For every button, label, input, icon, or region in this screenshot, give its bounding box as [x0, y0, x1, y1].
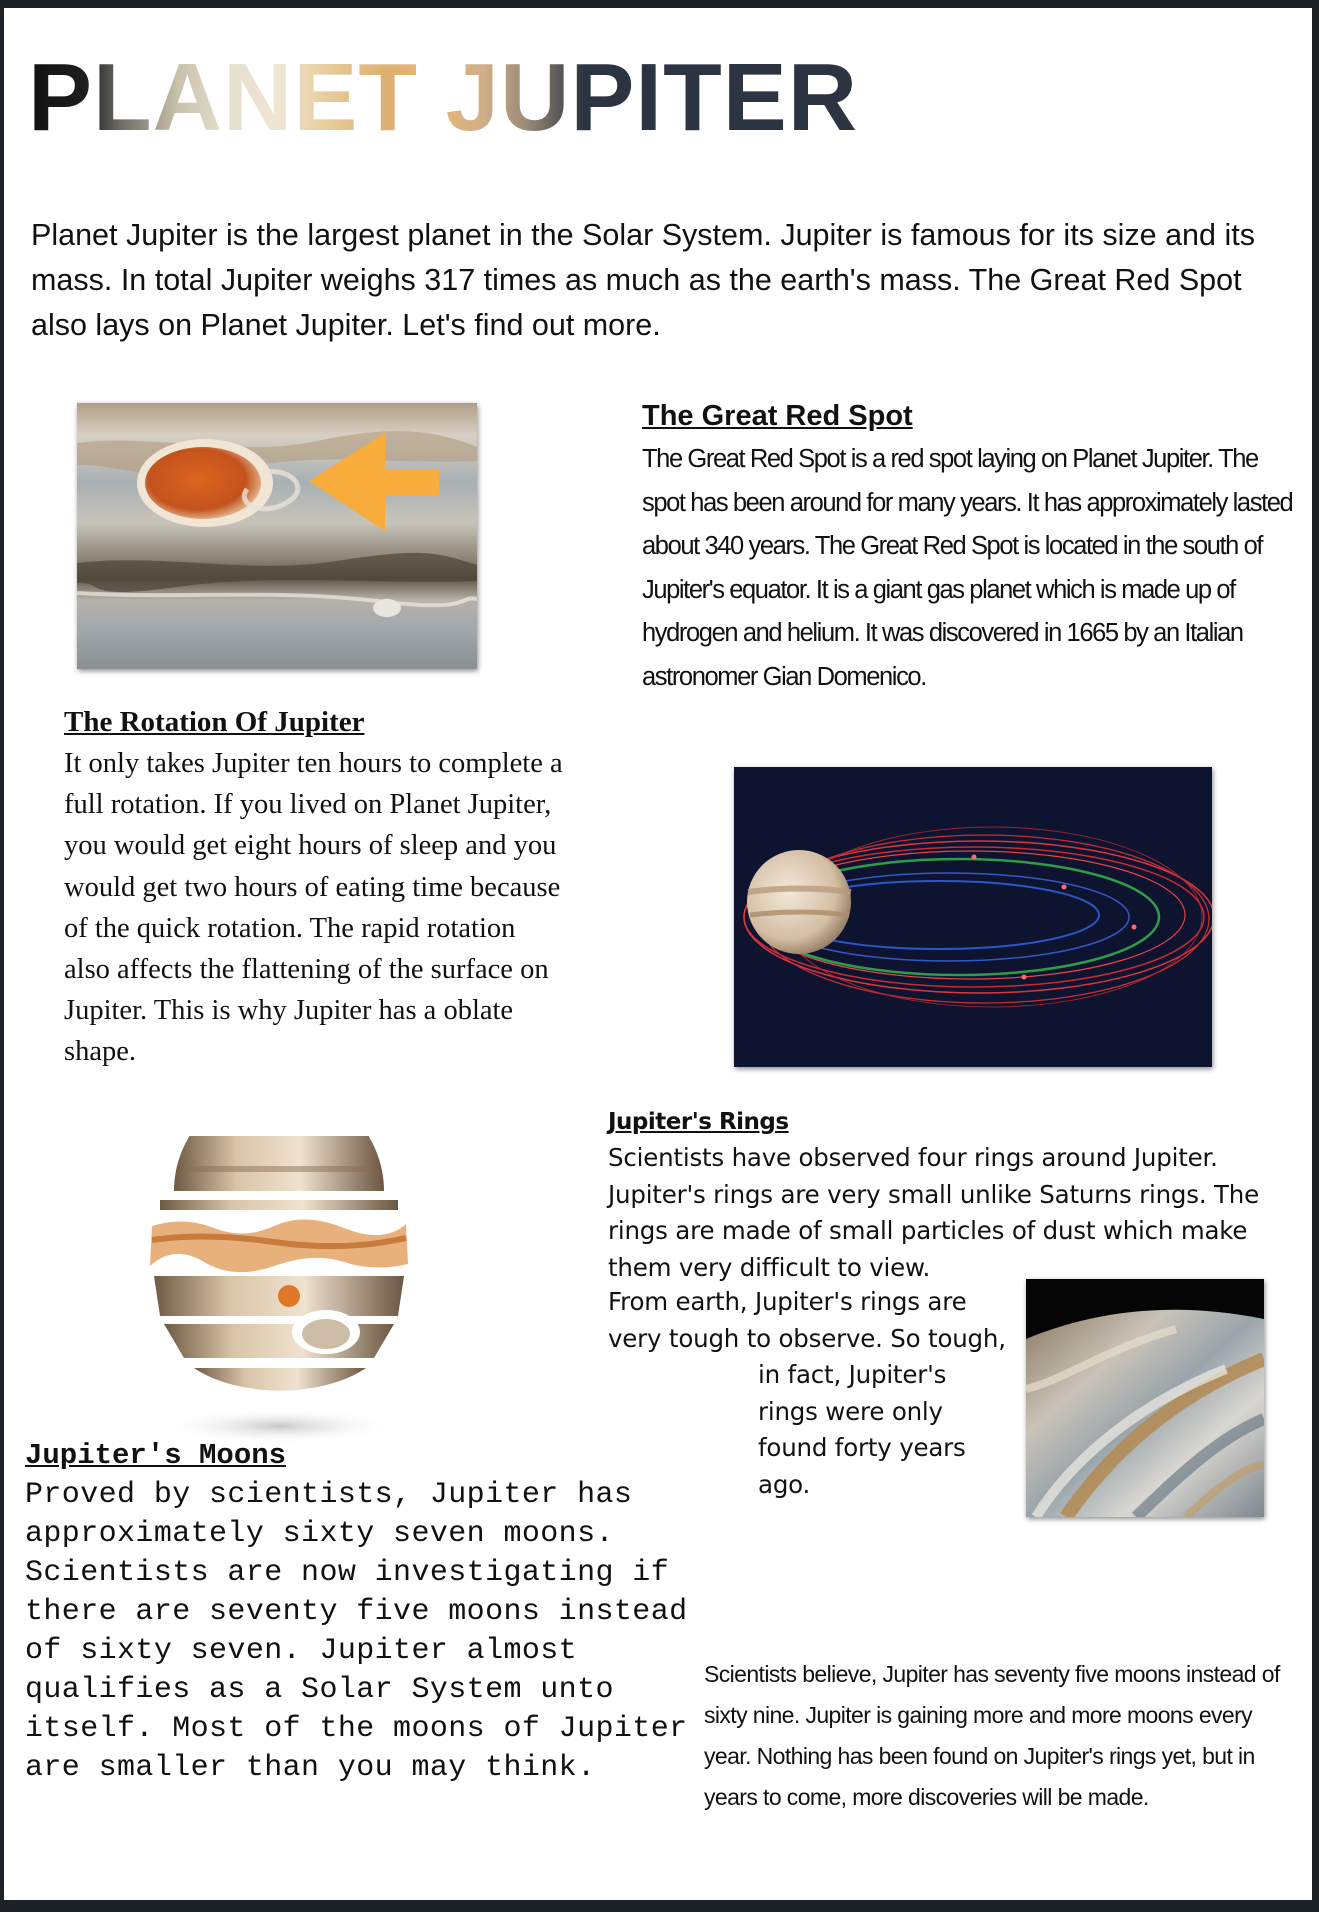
- moons-text: Proved by scientists, Jupiter has approximately sixty seven moons. Scientists are now investigating if there are seventy five moons instead of sixty seven. Jupiter almost qualifies as a Solar System unto itself. Most of the moons of Jupiter are smaller than you may think.: [25, 1478, 688, 1785]
- rotation-heading: The Rotation Of Jupiter: [64, 706, 365, 738]
- page-title: PLANET JUPITER: [28, 44, 859, 151]
- great-red-spot-heading: The Great Red Spot: [642, 400, 913, 432]
- rotation-text: It only takes Jupiter ten hours to complete a full rotation. If you lived on Planet Jupiter, you would get eight hours of sleep and you would get two hours of eating time because of the quick rotation. The rapid rotation also affects the flattening of the surface on Jupiter. This is why Jupiter has a oblate shape.: [64, 748, 563, 1068]
- moons-section: [25, 1436, 725, 1788]
- rotation-section: [64, 701, 564, 1073]
- sliced-jupiter-art: [144, 1136, 414, 1446]
- great-red-spot-text: The Great Red Spot is a red spot laying on Planet Jupiter. The spot has been around for many years. It has approximately lasted about 340 years. The Great Red Spot is located in the south of Jupiter's equator. It is a giant gas planet which is made up of hydrogen and helium. It was discovered in 1665 by an Italian astronomer Gian Domenico.: [642, 445, 1293, 691]
- rings-text: Scientists have observed four rings around Jupiter. Jupiter's rings are very small unlike Saturns rings. The rings are made of small particles of dust which make them very difficult to view.: [608, 1143, 1259, 1282]
- jupiter-moon-orbits-image: [734, 767, 1212, 1067]
- rings-text-continued: From earth, Jupiter's rings are very tough to observe. So tough, in fact, Jupiter's rings were only found forty years ago.: [608, 1287, 1006, 1499]
- moons-heading: Jupiter's Moons: [25, 1439, 287, 1472]
- moon-orbits-art: [734, 767, 1212, 1067]
- rings-section: [608, 1104, 1308, 1286]
- great-red-spot-image: [77, 403, 477, 669]
- rings-heading: Jupiter's Rings: [608, 1109, 789, 1135]
- jupiter-closeup-art: [1026, 1279, 1264, 1517]
- intro-paragraph: Planet Jupiter is the largest planet in the Solar System. Jupiter is famous for its size and its mass. In total Jupiter weighs 317 times as much as the earth's mass. The Great Red Spot also lays on Planet Jupiter. Let's find out more.: [31, 218, 1255, 342]
- sliced-jupiter-graphic: [144, 1136, 414, 1446]
- jupiter-closeup-image: [1026, 1279, 1264, 1517]
- great-red-spot-image-art: [77, 403, 477, 669]
- scientists-believe-text: Scientists believe, Jupiter has seventy five moons instead of sixty nine. Jupiter is gaining more and more moons every year. Nothing has been found on Jupiter's rings yet, but in years to come, more discoveries will be made.: [704, 1661, 1280, 1810]
- document-page: [4, 8, 1312, 1900]
- great-red-spot-section: [642, 394, 1302, 699]
